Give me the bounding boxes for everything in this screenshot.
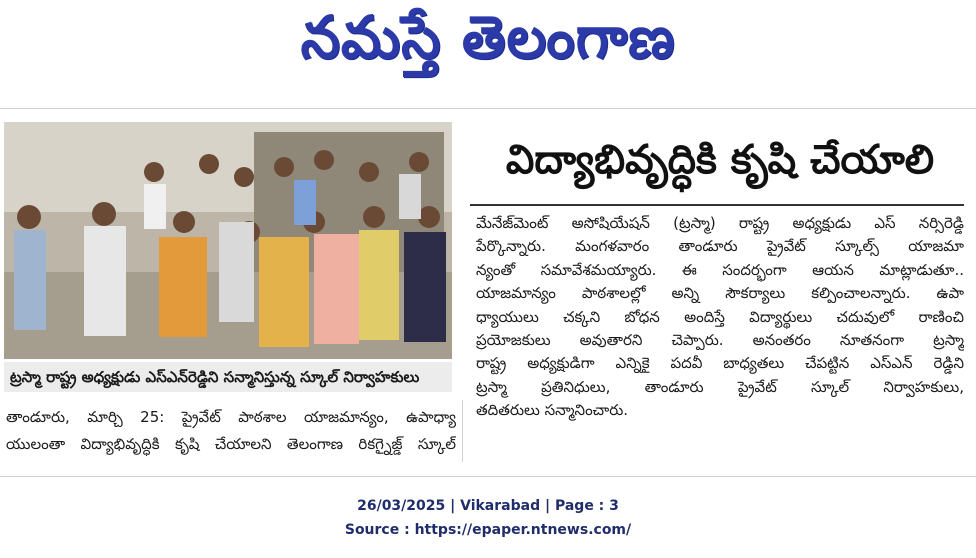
masthead [0, 0, 976, 90]
body-line: యులంతా విద్యాభివృద్ధికి కృషి చేయాలని తెలంగాణ రికగ్నైజ్డ్ స్కూల్ [6, 435, 456, 453]
body-line: ధ్యాయులు చక్కని బోధన అందిస్తే విద్యార్థులు చదువులో రాణించి [476, 307, 964, 326]
group-photo-illustration [4, 122, 452, 359]
headline-divider [470, 204, 964, 206]
body-line: యాజమాన్యం పాఠశాలల్లో అన్ని సౌకర్యాలు కల్పించాలన్నారు. ఉపా [476, 284, 964, 303]
body-line: ప్రయోజకులు అవుతారని చెప్పారు. అనంతరం నూతనంగా ట్రస్మా [476, 331, 964, 350]
footer-dateline: 26/03/2025 | Vikarabad | Page : 3 [357, 498, 619, 514]
body-line: తాండూరు, మార్చి 25: ప్రైవేట్ పాఠశాల యాజమాన్యం, ఉపాధ్యా [6, 408, 456, 426]
article-body-left [6, 404, 456, 458]
bottom-divider [0, 476, 976, 477]
footer-source-link[interactable]: Source : https://epaper.ntnews.com/ [344, 522, 632, 538]
masthead-title: నమస్తే తెలంగాణ [300, 3, 676, 72]
body-line: పేర్కొన్నారు. మంగళవారం తాండూరు ప్రైవేట్ స్కూల్స్ యాజమా [476, 237, 964, 256]
article-headline: విద్యాభివృద్ధికి కృషి చేయాలి [505, 137, 935, 183]
news-photo [4, 122, 452, 359]
body-line: రాష్ట్ర అధ్యక్షుడిగా ఎన్నికై పదవీ బాధ్యతలు చేపట్టిన ఎస్ఎన్ రెడ్డిని [476, 354, 964, 373]
body-line: ట్రస్మా ప్రతినిధులు, తాండూరు ప్రైవేట్ స్కూల్ నిర్వాహకులు, [476, 377, 964, 396]
body-line: న్యంతో సమావేశమయ్యారు. ఈ సందర్భంగా ఆయన మాట్లాడుతూ.. [476, 260, 964, 279]
photo-caption: ట్రస్మా రాష్ట్ర అధ్యక్షుడు ఎస్ఎన్‌రెడ్డిని సన్మానిస్తున్న స్కూల్ నిర్వాహకులు [4, 362, 452, 392]
article-headline-box [470, 130, 970, 200]
footer [0, 494, 976, 542]
body-line: తదితరులు సన్మానించారు. [476, 401, 629, 420]
top-divider [0, 108, 976, 109]
article-body-right [476, 212, 964, 423]
body-line: మేనేజ్‌మెంట్ అసోషియేషన్ (ట్రస్మా) రాష్ట్ర అధ్యక్షుడు ఎస్ నర్సిరెడ్డి [476, 214, 964, 232]
column-divider [462, 400, 463, 462]
